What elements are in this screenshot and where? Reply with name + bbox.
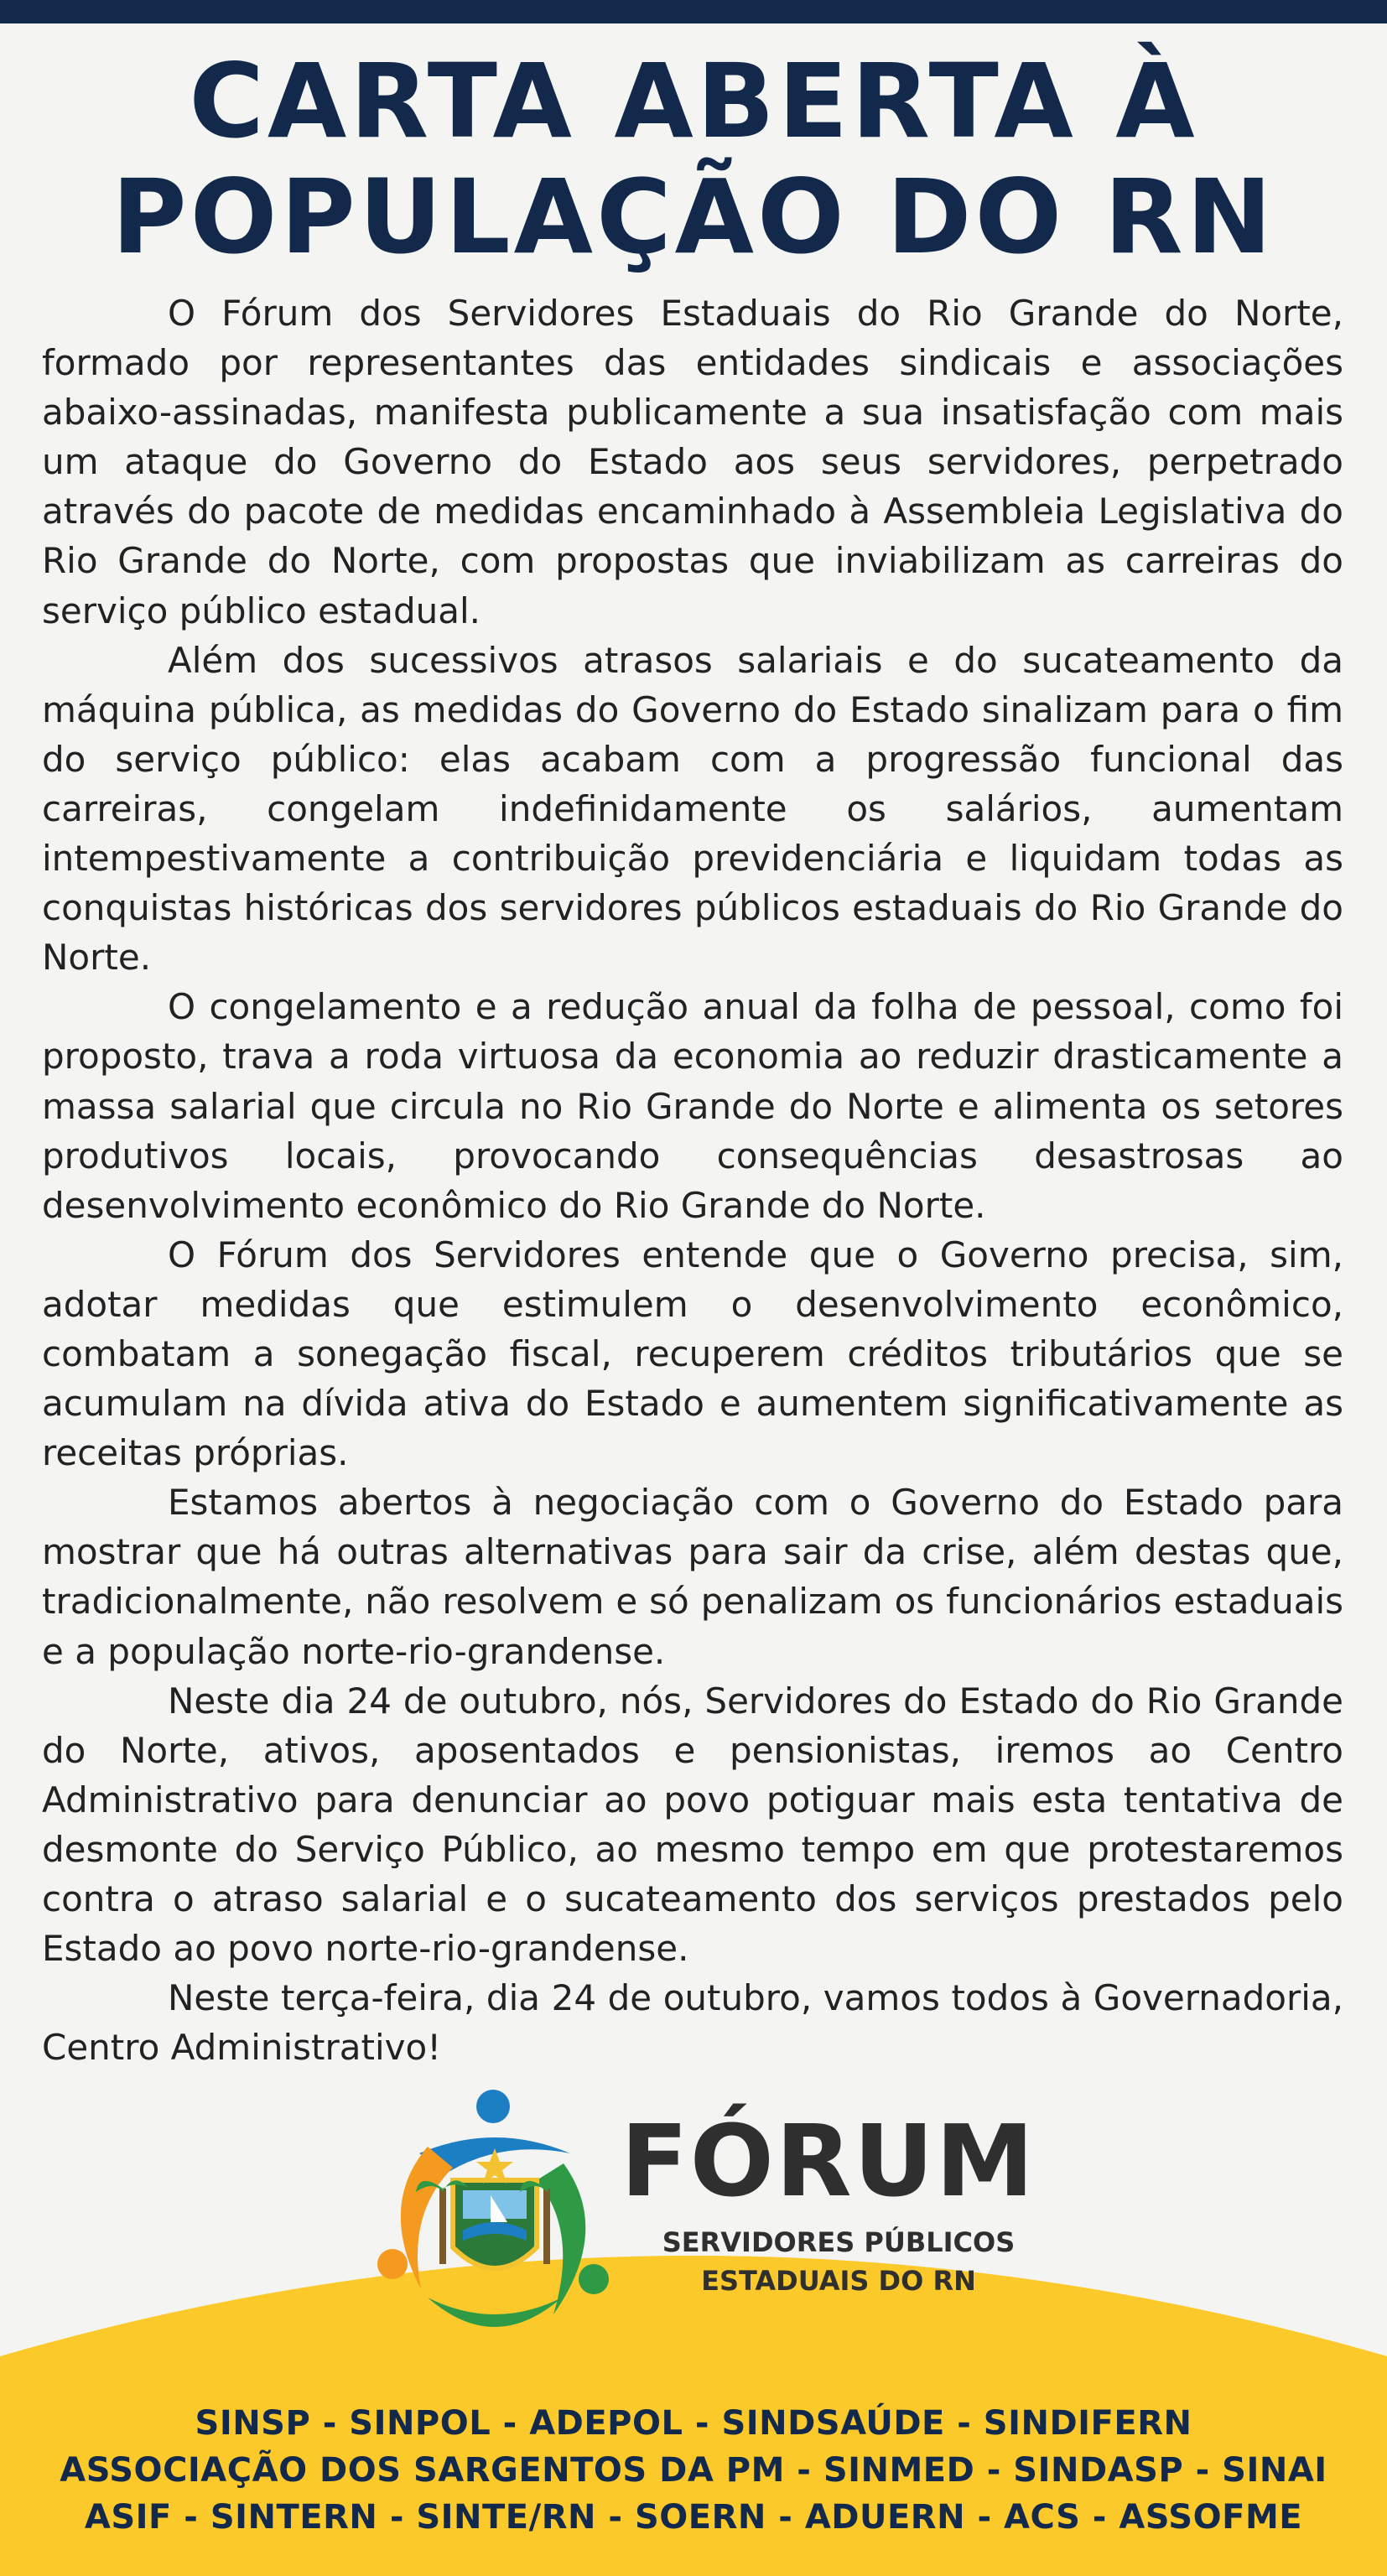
letter-paragraph-2: Além dos sucessivos atrasos salariais e do sucateamento da máquina pública, as medidas do Governo do Estado sinalizam para o fim do serviço público: elas acabam com a progressão funcional das carreiras, congelam indefinidamente os salários, aumentam intempestivamente a contribuição previdenciária e liquidam todas as conquistas históricas dos servidores públicos estaduais do Rio Grande do Norte. bbox=[42, 639, 1343, 979]
forum-logo bbox=[369, 2088, 1057, 2356]
forum-emblem-icon bbox=[369, 2088, 621, 2348]
letter-paragraph-1: O Fórum dos Servidores Estaduais do Rio Grande do Norte, formado por representantes das entidades sindicais e associações abaixo-assinadas, manifesta publicamente a sua insatisfação com mais um ataque do Governo do Estado aos seus servidores, perpetrado através do pacote de medidas encaminhado à Assembleia Legislativa do Rio Grande do Norte, com propostas que inviabilizam as carreiras do serviço público estadual. bbox=[42, 293, 1343, 631]
entities-line-3: ASIF - SINTERN - SINTE/RN - SOERN - ADUERN - ACS - ASSOFME bbox=[84, 2498, 1303, 2537]
entities-line-2: ASSOCIAÇÃO DOS SARGENTOS DA PM - SINMED - SINDASP - SINAI bbox=[60, 2451, 1327, 2490]
logo-subtitle-line-2: ESTADUAIS DO RN bbox=[701, 2265, 976, 2297]
open-letter-body bbox=[42, 288, 1343, 2072]
entities-line-1: SINSP - SINPOL - ADEPOL - SINDSAÚDE - SINDIFERN bbox=[195, 2404, 1192, 2443]
title-line-2: POPULAÇÃO DO RN bbox=[112, 158, 1275, 277]
top-accent-bar bbox=[0, 0, 1387, 23]
letter-paragraph-7: Neste terça-feira, dia 24 de outubro, vamos todos à Governadoria, Centro Administrativo! bbox=[42, 1977, 1343, 2069]
letter-paragraph-3: O congelamento e a redução anual da folha de pessoal, como foi proposto, trava a roda virtuosa da economia ao reduzir drasticamente a massa salarial que circula no Rio Grande do Norte e alimenta os setores produtivos locais, provocando consequências desastrosas ao desenvolvimento econômico do Rio Grande do Norte. bbox=[42, 986, 1343, 1226]
title-line-1: CARTA ABERTA À bbox=[189, 42, 1198, 161]
letter-paragraph-6: Neste dia 24 de outubro, nós, Servidores do Estado do Rio Grande do Norte, ativos, aposentados e pensionistas, iremos ao Centro Administrativo para denunciar ao povo potiguar mais esta tentativa de desmonte do Serviço Público, ao mesmo tempo em que protestaremos contra o atraso salarial e o sucateamento dos serviços prestados pelo Estado ao povo norte-rio-grandense. bbox=[42, 1680, 1343, 1970]
letter-paragraph-4: O Fórum dos Servidores entende que o Governo precisa, sim, adotar medidas que estimulem o desenvolvimento econômico, combatam a sonegação fiscal, recuperem créditos tributários que se acumulam na dívida ativa do Estado e aumentem significativamente as receitas próprias. bbox=[42, 1233, 1343, 1474]
letter-paragraph-5: Estamos abertos à negociação com o Governo do Estado para mostrar que há outras alternativas para sair da crise, além destas que, tradicionalmente, não resolvem e só penalizam os funcionários estaduais e a população norte-rio-grandense. bbox=[42, 1482, 1343, 1672]
page-title bbox=[0, 44, 1387, 275]
logo-subtitle-line-1: SERVIDORES PÚBLICOS bbox=[662, 2226, 1016, 2258]
logo-wordmark: FÓRUM bbox=[621, 2103, 1036, 2219]
